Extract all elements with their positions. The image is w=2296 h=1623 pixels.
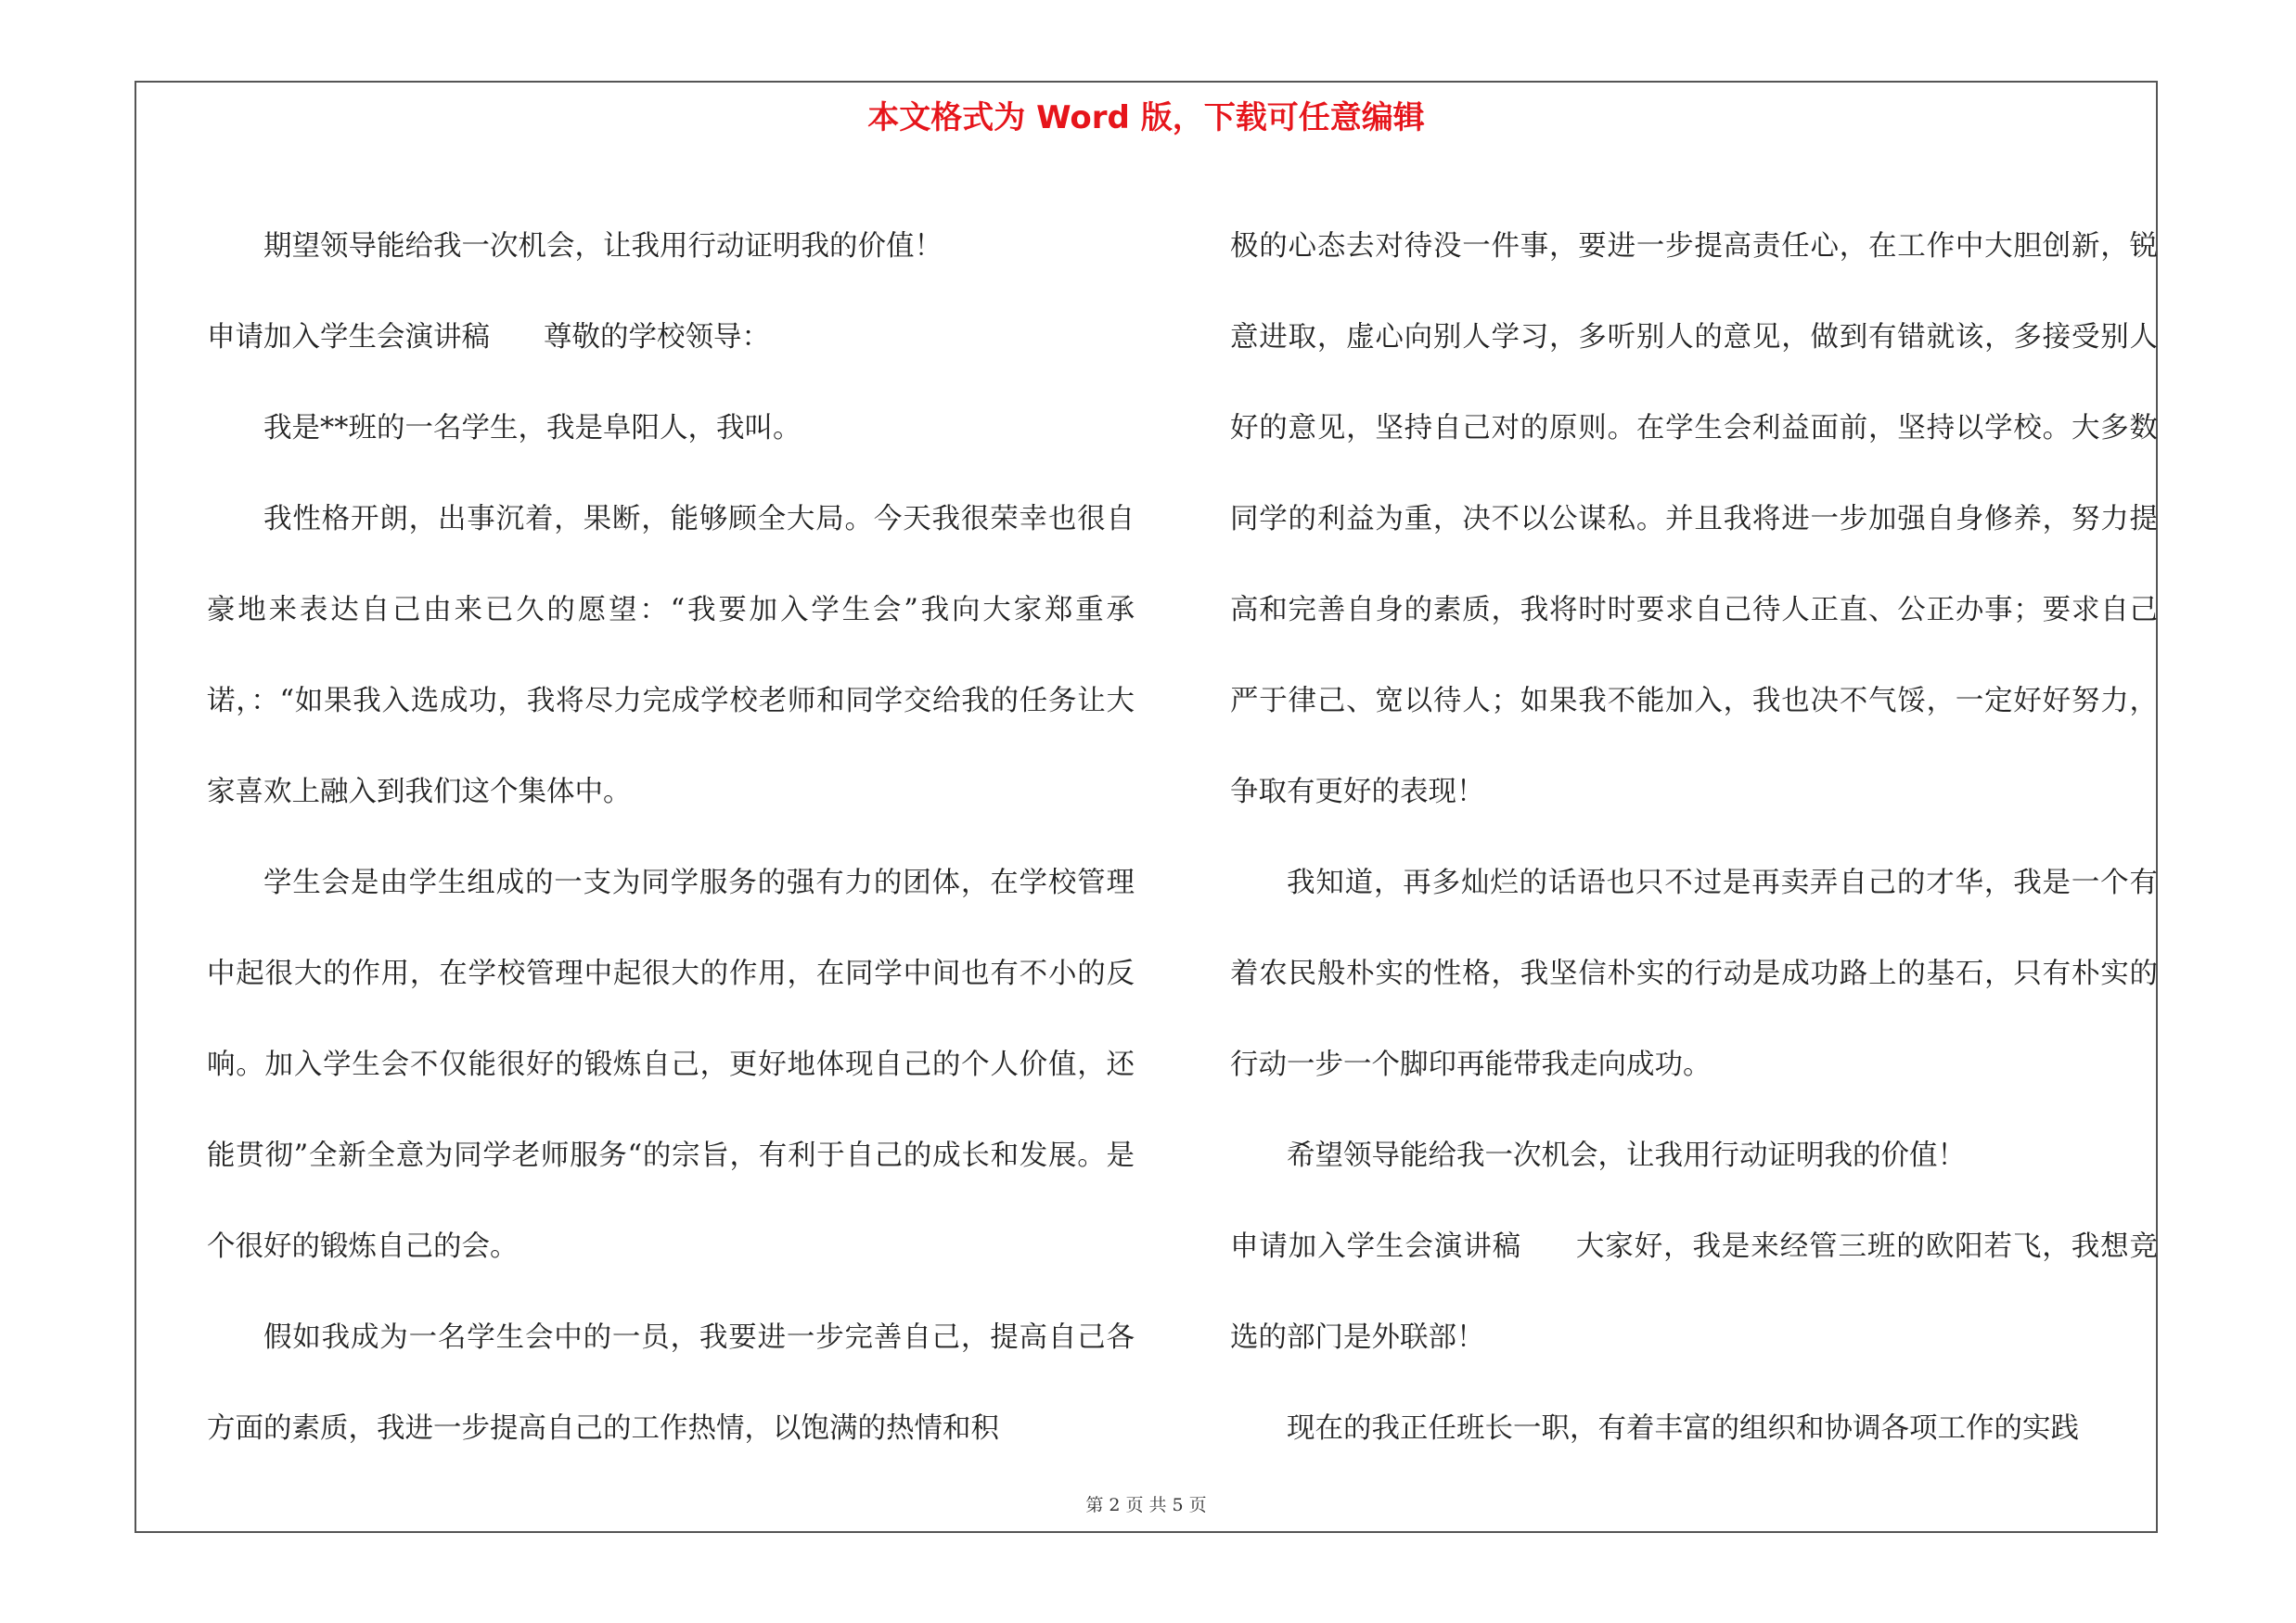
paragraph: 假如我成为一名学生会中的一员，我要进一步完善自己，提高自己各方面的素质，我进一步提高自己的工作热情，以饱满的热情和积 (207, 1321, 1135, 1445)
paragraph: 希望领导能给我一次机会，让我用行动证明我的价值！ (1287, 1140, 1966, 1172)
section-heading: 申请加入学生会演讲稿 (1230, 1230, 1521, 1263)
section-heading: 申请加入学生会演讲稿 (207, 321, 490, 354)
left-column (207, 201, 1135, 1475)
right-column (1230, 201, 2158, 1475)
paragraph: 我是**班的一名学生，我是阜阳人，我叫。 (263, 412, 802, 444)
document-page (135, 81, 2158, 1533)
paragraph: 学生会是由学生组成的一支为同学服务的强有力的团体，在学校管理中起很大的作用，在学校管理中起很大的作用，在同学中间也有不小的反响。加入学生会不仅能很好的锻炼自己，更好地体现自己的个人价值，还能贯彻”全新全意为同学老师服务“的宗旨，有利于自己的成长和发展。是个很好的锻炼自己的会。 (207, 867, 1135, 1263)
paragraph: 期望领导能给我一次机会，让我用行动证明我的价值！ (263, 230, 943, 263)
paragraph-text: 尊敬的学校领导： (544, 321, 770, 354)
paragraph: 现在的我正任班长一职，有着丰富的组织和协调各项工作的实践 (1287, 1412, 2079, 1445)
paragraph (1230, 1202, 2158, 1384)
format-banner: 本文格式为 Word 版，下载可任意编辑 (867, 99, 1425, 136)
paragraph-text: 大家好，我是来经管三班的欧阳若飞，我想竞选的部门是外联部！ (1230, 1230, 2158, 1354)
paragraph: 我性格开朗，出事沉着，果断，能够顾全大局。今天我很荣幸也很自豪地来表达自己由来已久的愿望：“我要加入学生会”我向大家郑重承诺，：“如果我入选成功，我将尽力完成学校老师和同学交给我的任务让大家喜欢上融入到我们这个集体中。 (207, 503, 1135, 808)
paragraph: 我知道，再多灿烂的话语也只不过是再卖弄自己的才华，我是一个有着农民般朴实的性格，我坚信朴实的行动是成功路上的基石，只有朴实的行动一步一个脚印再能带我走向成功。 (1230, 867, 2158, 1081)
page-number: 第 2 页 共 5 页 (1085, 1495, 1207, 1515)
paragraph: 极的心态去对待没一件事，要进一步提高责任心，在工作中大胆创新，锐意进取，虚心向别人学习，多听别人的意见，做到有错就该，多接受别人好的意见，坚持自己对的原则。在学生会利益面前，坚持以学校。大多数同学的利益为重，决不以公谋私。并且我将进一步加强自身修养，努力提高和完善自身的素质，我将时时要求自己待人正直、公正办事；要求自己严于律己、宽以待人；如果我不能加入，我也决不气馁，一定好好努力，争取有更好的表现！ (1230, 230, 2158, 808)
paragraph (207, 292, 1135, 383)
